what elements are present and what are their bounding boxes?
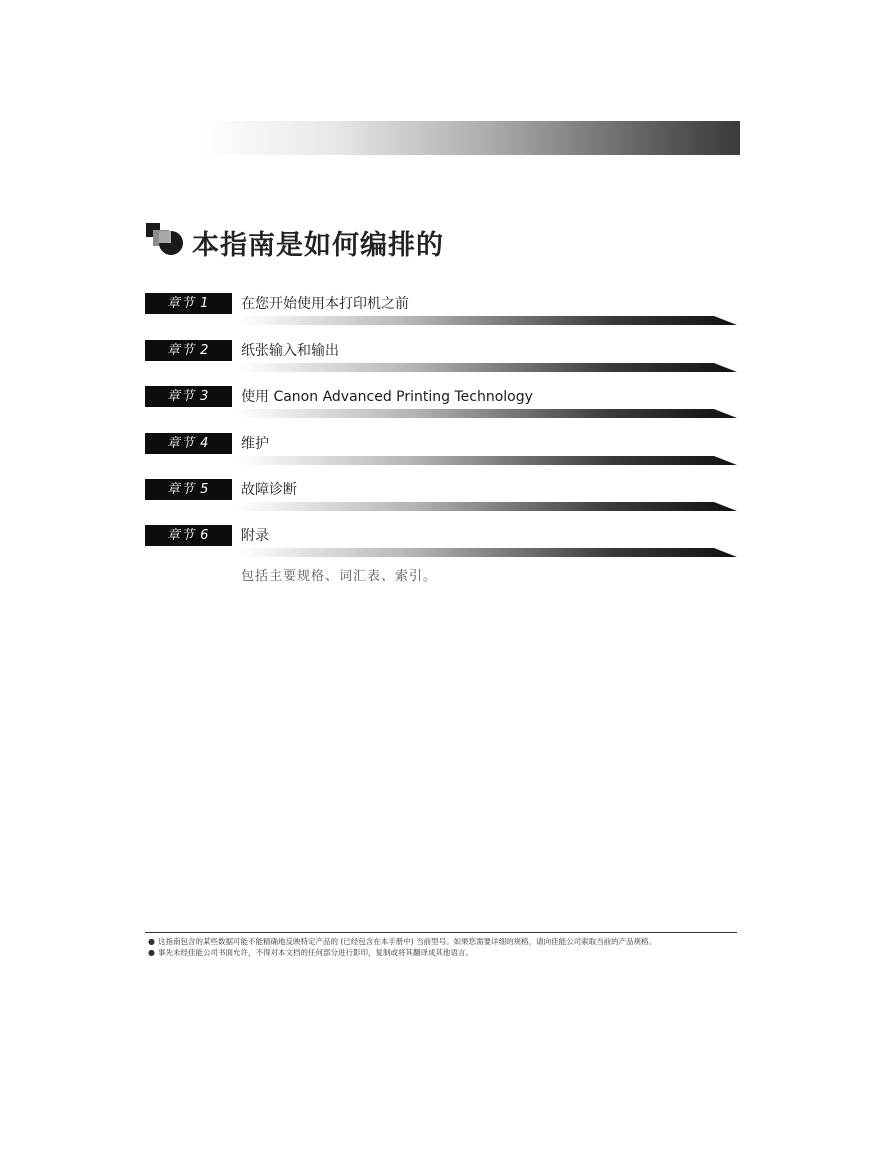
page-title: 本指南是如何编排的 — [192, 230, 444, 261]
footer-divider — [145, 932, 737, 933]
chapter-title[interactable]: 附录 — [241, 528, 269, 544]
chapter-row-4[interactable] — [145, 433, 737, 467]
header-gradient-band — [198, 121, 740, 155]
chapter-tab-label: 章节 3 — [145, 386, 232, 407]
chapter-underline-bar — [236, 409, 737, 418]
chapter-underline-bar — [236, 316, 737, 325]
chapter-underline-bar — [236, 363, 737, 372]
chapter-row-2[interactable] — [145, 340, 737, 374]
chapter-tab-label: 章节 6 — [145, 525, 232, 546]
chapter-title[interactable]: 故障诊断 — [241, 482, 297, 498]
chapter-underline-bar — [236, 456, 737, 465]
footnote-text: 这指南包含的某些数据可能不能精确地反映特定产品的 (已经包含在本手册中) 当前型号。如果您需要详细的规格，请向佳能公司索取当前的产品规格。 — [158, 937, 657, 946]
section-title-icon — [145, 222, 185, 258]
appendix-description: 包括主要规格、词汇表、索引。 — [241, 569, 438, 584]
chapter-title[interactable]: 维护 — [241, 436, 269, 452]
footnote-list — [148, 937, 736, 959]
footnote-text: 事先未经佳能公司书面允许，不得对本文档的任何部分进行影印，复制或将其翻译成其他语言。 — [158, 948, 473, 957]
chapter-row-6[interactable] — [145, 525, 737, 559]
chapter-tab-label: 章节 1 — [145, 293, 232, 314]
bullet-icon: ● — [148, 948, 155, 957]
chapter-row-1[interactable] — [145, 293, 737, 327]
footnote-item — [148, 937, 736, 947]
chapter-tab-label: 章节 2 — [145, 340, 232, 361]
chapter-title[interactable]: 在您开始使用本打印机之前 — [241, 296, 409, 312]
chapter-title[interactable]: 使用 Canon Advanced Printing Technology — [241, 389, 533, 405]
bullet-icon: ● — [148, 937, 155, 946]
chapter-row-3[interactable] — [145, 386, 737, 420]
chapter-title[interactable]: 纸张输入和输出 — [241, 343, 339, 359]
chapter-tab-label: 章节 5 — [145, 479, 232, 500]
chapter-row-5[interactable] — [145, 479, 737, 513]
footnote-item — [148, 948, 736, 958]
chapter-underline-bar — [236, 548, 737, 557]
chapter-tab-label: 章节 4 — [145, 433, 232, 454]
chapter-underline-bar — [236, 502, 737, 511]
